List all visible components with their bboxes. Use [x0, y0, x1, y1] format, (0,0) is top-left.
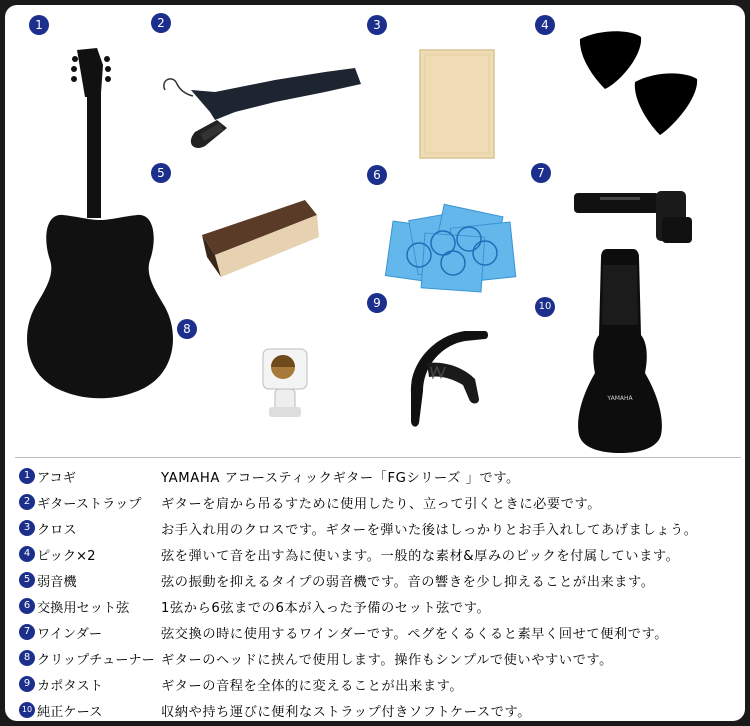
- item-number: 6: [19, 598, 35, 614]
- item-name: 純正ケース: [37, 705, 103, 720]
- list-item: [15, 515, 745, 541]
- item-description: 1弦から6弦までの6本が入った予備のセット弦です。: [161, 601, 491, 616]
- string-winder-image: [570, 187, 700, 252]
- clip-tuner-image: [255, 345, 315, 420]
- list-item: [15, 489, 745, 515]
- string-mute-image: [197, 195, 322, 280]
- item-description: ギターのヘッドに挟んで使用します。操作もシンプルで使いやすいです。: [161, 653, 613, 668]
- item-description: 収納や持ち運びに便利なストラップ付きソフトケースです。: [161, 705, 532, 720]
- yamaha-logo: YAMAHA: [607, 395, 633, 402]
- badge-1: 1: [29, 15, 49, 35]
- item-number: 8: [19, 650, 35, 666]
- item-number: 1: [19, 468, 35, 484]
- item-name: カポタスト: [37, 679, 103, 694]
- item-description: 弦交換の時に使用するワインダーです。ペグをくるくると素早く回せて便利です。: [161, 627, 669, 642]
- item-description: YAMAHA アコースティックギター「FGシリーズ 」です。: [161, 471, 520, 486]
- divider: [15, 457, 741, 458]
- polishing-cloth-image: [417, 47, 497, 162]
- capo-image: [405, 323, 495, 428]
- badge-3: 3: [367, 15, 387, 35]
- badge-5: 5: [151, 163, 171, 183]
- description-list: [15, 463, 745, 721]
- guitar-strap-image: [155, 60, 370, 155]
- badge-2: 2: [151, 13, 171, 33]
- item-name: 弱音機: [37, 575, 77, 590]
- item-name: 交換用セット弦: [37, 601, 130, 616]
- list-item: [15, 697, 745, 721]
- badge-10: 10: [535, 297, 555, 317]
- item-description: 弦を弾いて音を出す為に使います。一般的な素材&厚みのピックを付属しています。: [161, 549, 680, 564]
- item-number: 4: [19, 546, 35, 562]
- list-item: [15, 463, 745, 489]
- item-number: 5: [19, 572, 35, 588]
- list-item: [15, 619, 745, 645]
- item-name: クリップチューナー: [37, 653, 155, 668]
- item-number: 10: [19, 702, 35, 718]
- badge-6: 6: [367, 165, 387, 185]
- list-item: [15, 645, 745, 671]
- product-contents-panel: [5, 5, 745, 721]
- item-name: ワインダー: [37, 627, 103, 642]
- replacement-strings-image: [383, 195, 523, 295]
- badge-9: 9: [367, 293, 387, 313]
- list-item: [15, 593, 745, 619]
- guitar-picks-image: [575, 27, 705, 142]
- item-description: ギターの音程を全体的に変えることが出来ます。: [161, 679, 464, 694]
- item-name: ギターストラップ: [37, 497, 142, 512]
- item-name: ピック×2: [37, 549, 96, 564]
- item-number: 7: [19, 624, 35, 640]
- item-description: ギターを肩から吊るすために使用したり、立って引くときに必要です。: [161, 497, 602, 512]
- badge-8: 8: [177, 319, 197, 339]
- list-item: [15, 567, 745, 593]
- item-number: 3: [19, 520, 35, 536]
- item-description: お手入れ用のクロスです。ギターを弾いた後はしっかりとお手入れしてあげましょう。: [161, 523, 698, 538]
- item-name: アコギ: [37, 471, 76, 486]
- soft-case-image: [575, 245, 665, 455]
- badge-7: 7: [531, 163, 551, 183]
- list-item: [15, 541, 745, 567]
- badge-4: 4: [535, 15, 555, 35]
- list-item: [15, 671, 745, 697]
- item-description: 弦の振動を抑えるタイプの弱音機です。音の響きを少し抑えることが出来ます。: [161, 575, 655, 590]
- item-name: クロス: [37, 523, 77, 538]
- item-number: 9: [19, 676, 35, 692]
- item-number: 2: [19, 494, 35, 510]
